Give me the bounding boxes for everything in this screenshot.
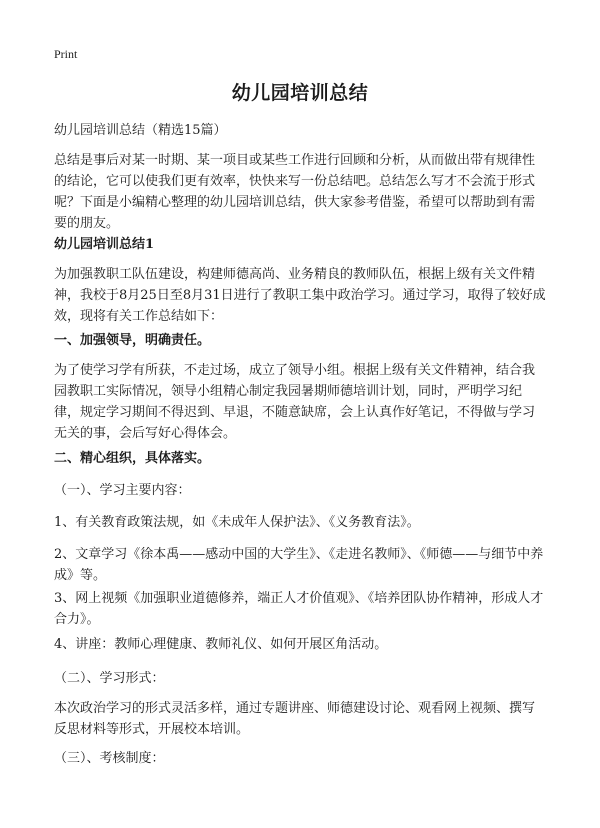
document-subtitle: 幼儿园培训总结（精选15篇） xyxy=(54,123,227,138)
list-item: 4、讲座：教师心理健康、教师礼仪、如何开展区角活动。 xyxy=(54,637,388,652)
subsection-paragraph-2: 本次政治学习的形式灵活多样，通过专题讲座、师德建设讨论、观看网上视频、撰写反思材料等形式，开展校本培训。 xyxy=(54,701,536,737)
intro-paragraph: 总结是事后对某一时期、某一项目或某些工作进行回顾和分析，从而做出带有规律性的结论，它可以使我们更有效率，快快来写一份总结吧。总结怎么写才不会流于形式呢？下面是小编精心整理的幼儿园培训总结，供大家参考借鉴，希望可以帮助到有需要的朋友。 xyxy=(54,153,536,231)
page-title: 幼儿园培训总结 xyxy=(231,82,369,104)
part-heading-2: 二、精心组织，具体落实。 xyxy=(54,451,211,466)
subsection-label-3: （三）、考核制度： xyxy=(54,751,165,766)
list-item: 3、网上视频《加强职业道德修养，端正人才价值观》、《培养团队协作精神，形成人才合力》。 xyxy=(54,591,544,627)
part-paragraph-1: 为了使学习学有所获，不走过场，成立了领导小组。根据上级有关文件精神，结合我园教职工实际情况，领导小组精心制定我园暑期师德培训计划，同时，严明学习纪律，规定学习期间不得迟到、早退，不随意缺席，会上认真作好笔记，不得做与学习无关的事，会后写好心得体会。 xyxy=(54,363,536,441)
subsection-label-1: （一）、学习主要内容： xyxy=(54,483,191,498)
list-item: 1、有关教育政策法规，如《未成年人保护法》、《义务教育法》。 xyxy=(54,515,420,530)
part-heading-1: 一、加强领导，明确责任。 xyxy=(54,333,211,348)
section-heading: 幼儿园培训总结1 xyxy=(54,237,155,252)
subsection-label-2: （二）、学习形式： xyxy=(54,671,165,686)
section-paragraph: 为加强教职工队伍建设，构建师德高尚、业务精良的教师队伍，根据上级有关文件精神，我校于8月25日至8月31日进行了教职工集中政治学习。通过学习，取得了较好成效，现将有关工作总结如下： xyxy=(54,267,546,324)
print-label: Print xyxy=(54,47,78,61)
list-item: 2、文章学习《徐本禹——感动中国的大学生》、《走进名教师》、《师德——与细节中养成》等。 xyxy=(54,547,544,583)
